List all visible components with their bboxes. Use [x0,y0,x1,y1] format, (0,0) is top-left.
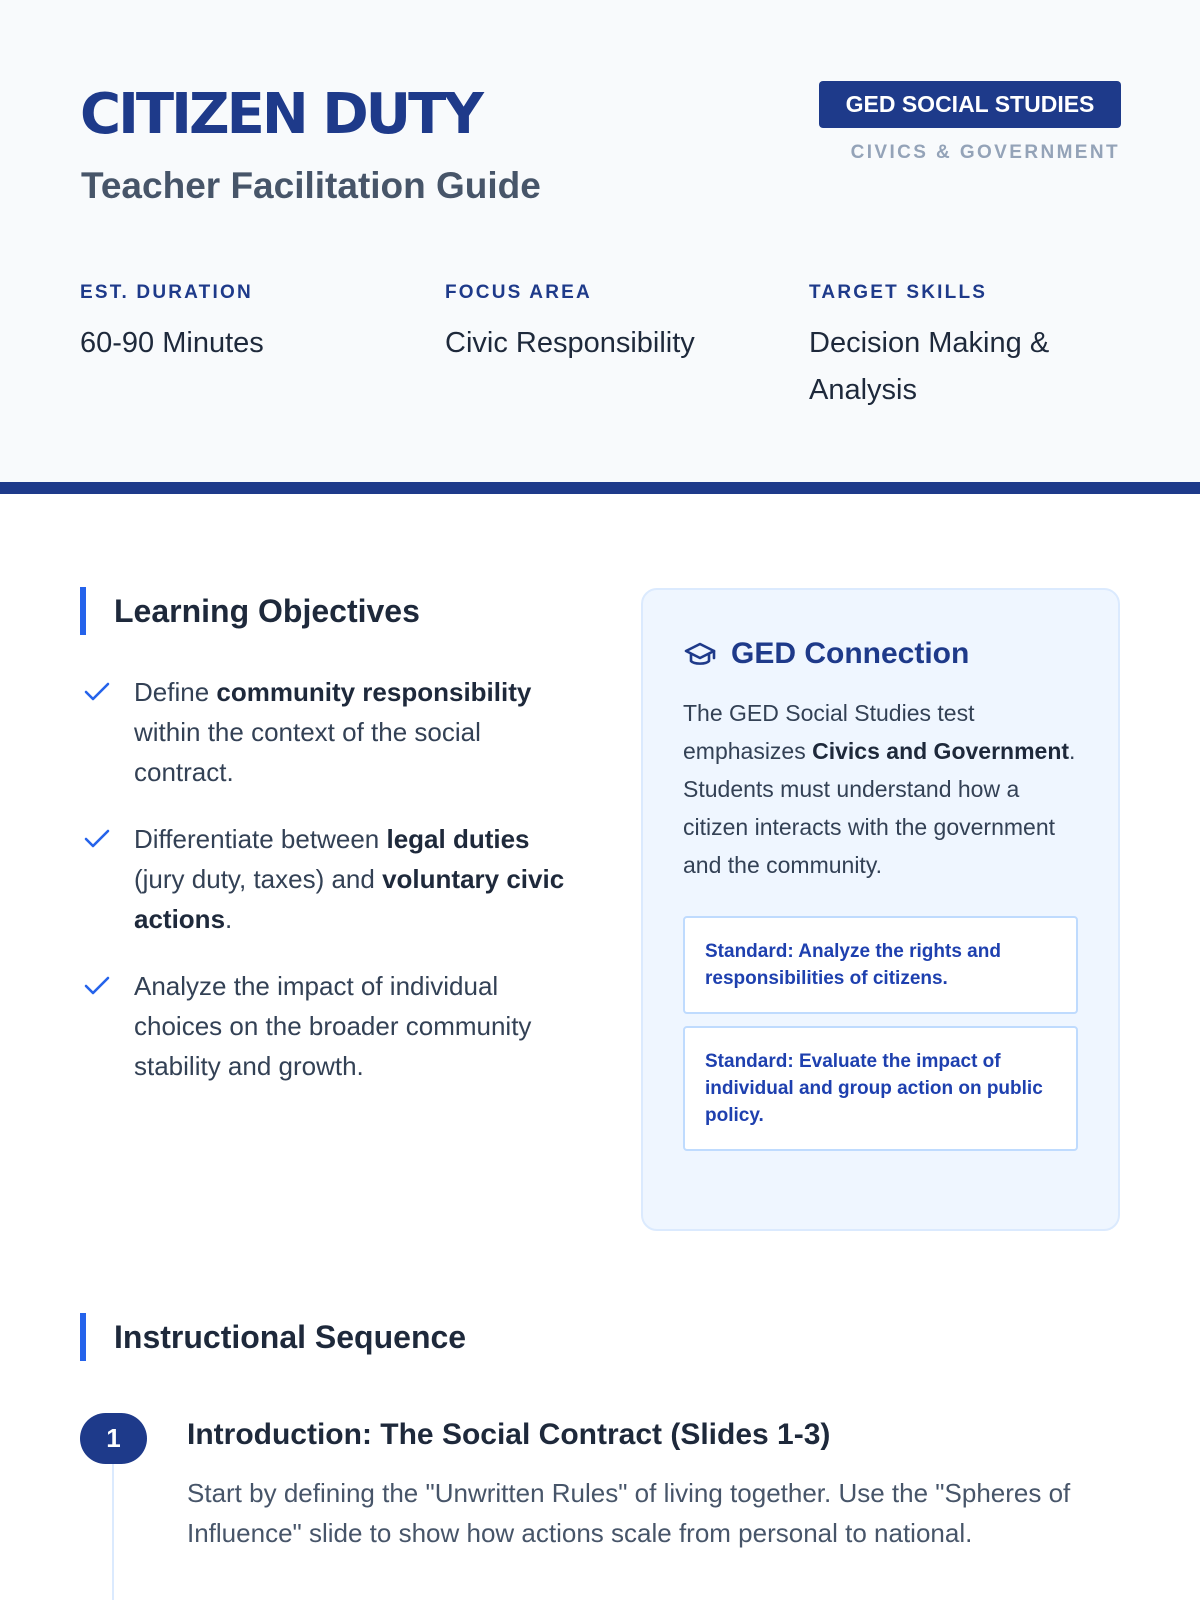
body-text: . [225,904,233,934]
body-text: (jury duty, taxes) and [134,864,383,894]
ged-connection-body [683,694,1078,884]
meta-value: Civic Responsibility [445,327,695,359]
check-icon [84,976,110,996]
objective-text [134,672,580,792]
guide-title: CITIZEN DUTY [80,82,481,147]
body-text: within the context of the social contract. [134,717,481,787]
step-connector-line [112,1460,114,1600]
graduation-cap-icon [683,640,717,668]
guide-header [0,0,1200,494]
objectives-heading: Learning Objectives [80,587,420,635]
emphasis-text: community responsibility [216,677,532,707]
ged-connection-heading [683,630,1078,678]
meta-value: Decision Making & Analysis [809,327,1050,406]
step-title: Introduction: The Social Contract (Slides 1-3) [187,1418,831,1451]
standard-box: Standard: Analyze the rights and responsibilities of citizens. [683,916,1078,1014]
check-icon [84,829,110,849]
body-text: The GED Social Studies test emphasizes [683,700,975,764]
step-description: Start by defining the "Unwritten Rules" of living together. Use the "Spheres of Influence" slide to show how actions scale from personal to national. [187,1478,1071,1548]
subject-badge: GED SOCIAL STUDIES [819,81,1121,128]
objective-text [134,819,580,939]
body-text: . Students must understand how a citizen interacts with the government and the community. [683,738,1076,878]
emphasis-text: voluntary civic actions [134,864,565,934]
meta-label: TARGET SKILLS [809,282,988,303]
check-icon [84,682,110,702]
meta-label: FOCUS AREA [445,282,592,303]
subject-area: CIVICS & GOVERNMENT [850,142,1120,163]
standard-box: Standard: Evaluate the impact of individual and group action on public policy. [683,1026,1078,1151]
body-text: Analyze the impact of individual choices on the broader community stability and growth. [134,971,532,1081]
emphasis-text: legal duties [386,824,530,854]
ged-connection-card [641,588,1120,1231]
body-text: Define [134,677,217,707]
meta-label: EST. DURATION [80,282,253,303]
objective-item [80,672,580,792]
ged-connection-title: GED Connection [731,637,970,670]
body-text: Differentiate between [134,824,387,854]
objectives-list [80,672,580,1113]
objective-item [80,966,580,1086]
emphasis-text: Civics and Government [812,738,1070,764]
meta-duration [80,278,400,367]
meta-value: 60-90 Minutes [80,327,264,359]
sequence-heading: Instructional Sequence [80,1313,466,1361]
objective-item [80,819,580,939]
objective-text [134,966,580,1086]
meta-focus-area [445,278,765,367]
step-number-badge: 1 [80,1413,147,1464]
guide-subtitle: Teacher Facilitation Guide [81,165,541,206]
meta-target-skills [809,278,1109,414]
